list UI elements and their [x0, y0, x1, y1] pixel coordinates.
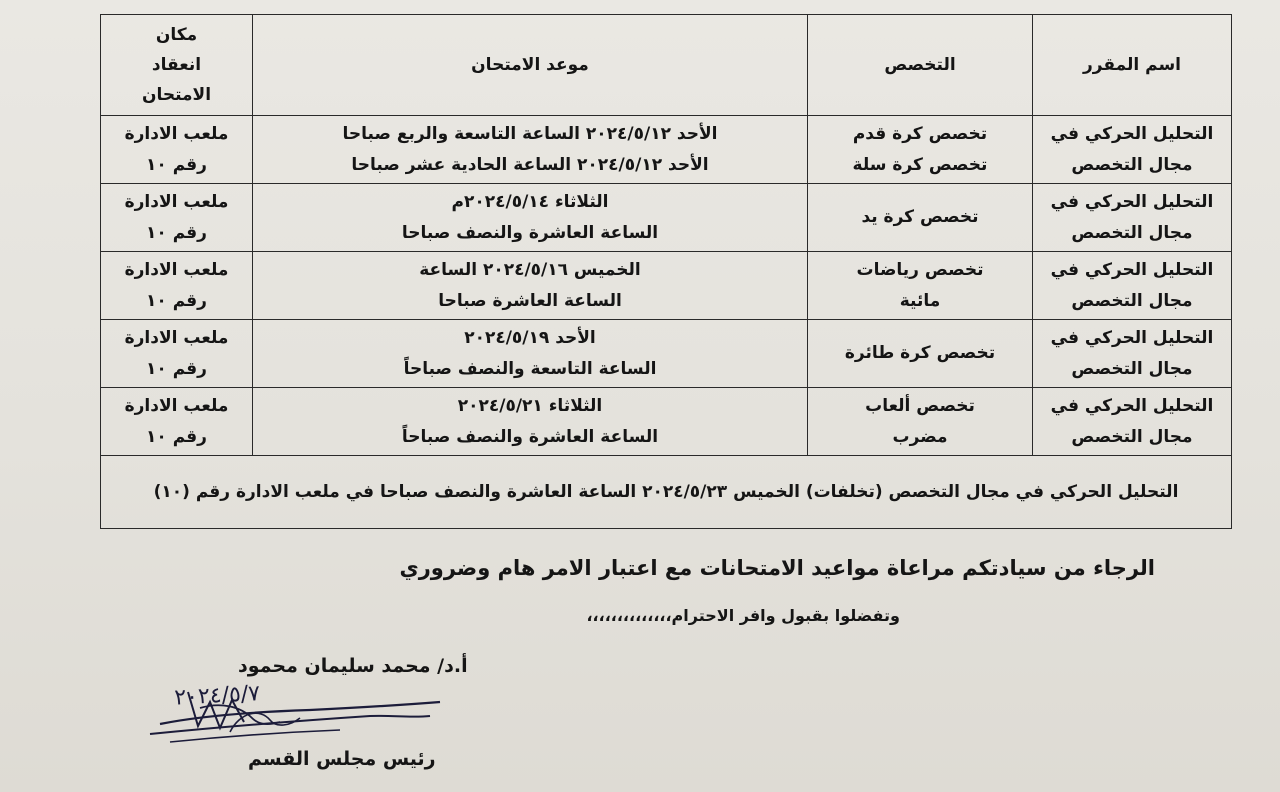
exam-date-cell — [253, 116, 808, 184]
course-line: مجال التخصص — [1071, 154, 1193, 175]
spec-line: مضرب — [892, 426, 948, 447]
exam-place-cell — [101, 388, 253, 456]
course-line: مجال التخصص — [1071, 222, 1193, 243]
course-cell — [1033, 116, 1232, 184]
table-row — [101, 388, 1232, 456]
spec-line: مائية — [899, 290, 941, 311]
course-cell — [1033, 320, 1232, 388]
handwritten-signature — [140, 672, 460, 752]
specialization-cell — [808, 184, 1033, 252]
course-cell — [1033, 388, 1232, 456]
table-row — [101, 184, 1232, 252]
date-line: الثلاثاء ٢٠٢٤/٥/١٤م — [451, 191, 609, 212]
place-line: ملعب الادارة — [124, 123, 229, 144]
course-line: التحليل الحركي في — [1050, 395, 1214, 416]
course-line: مجال التخصص — [1071, 358, 1193, 379]
header-course: اسم المقرر — [1033, 15, 1232, 116]
course-cell — [1033, 184, 1232, 252]
exam-place-cell — [101, 184, 253, 252]
signer-name: أ.د/ محمد سليمان محمود — [238, 655, 468, 677]
place-line: رقم ١٠ — [146, 154, 207, 175]
place-line: ملعب الادارة — [124, 191, 229, 212]
spec-line: تخصص كرة طائرة — [844, 343, 996, 363]
table-row — [101, 116, 1232, 184]
place-line: ملعب الادارة — [124, 327, 229, 348]
spec-line: تخصص كرة يد — [861, 207, 979, 227]
course-line: التحليل الحركي في — [1050, 191, 1214, 212]
date-line: الساعة التاسعة والنصف صباحاً — [403, 358, 657, 379]
date-line: الأحد ٢٠٢٤/٥/١٢ الساعة التاسعة والربع صباحا — [342, 123, 718, 144]
place-line: رقم ١٠ — [146, 358, 207, 379]
exam-date-cell — [253, 320, 808, 388]
exam-place-cell — [101, 116, 253, 184]
date-line: الأحد ٢٠٢٤/٥/١٩ — [464, 327, 596, 348]
header-place-line: الامتحان — [141, 85, 212, 105]
exam-schedule-table — [100, 14, 1232, 529]
notice-text: الرجاء من سيادتكم مراعاة مواعيد الامتحانات مع اعتبار الامر هام وضروري — [399, 556, 1155, 580]
place-line: ملعب الادارة — [124, 395, 229, 416]
exam-date-cell — [253, 184, 808, 252]
place-line: رقم ١٠ — [146, 222, 207, 243]
date-line: الساعة العاشرة والنصف صباحاً — [401, 426, 659, 447]
specialization-cell — [808, 320, 1033, 388]
exam-place-cell — [101, 320, 253, 388]
course-line: مجال التخصص — [1071, 426, 1193, 447]
table-header-row — [101, 15, 1232, 116]
exam-place-cell — [101, 252, 253, 320]
place-line: رقم ١٠ — [146, 426, 207, 447]
header-exam-date: موعد الامتحان — [253, 15, 808, 116]
makeup-note: التحليل الحركي في مجال التخصص (تخلفات) الخميس ٢٠٢٤/٥/٢٣ الساعة العاشرة والنصف صباحا في ملعب الادارة رقم (١٠) — [101, 456, 1232, 529]
date-line: الساعة العاشرة والنصف صباحا — [401, 222, 659, 243]
date-line: الأحد ٢٠٢٤/٥/١٢ الساعة الحادية عشر صباحا — [351, 154, 709, 175]
specialization-cell — [808, 252, 1033, 320]
date-line: الساعة العاشرة صباحا — [438, 290, 622, 311]
spec-line: تخصص رياضات — [856, 259, 984, 280]
makeup-row — [101, 456, 1232, 529]
exam-date-cell — [253, 252, 808, 320]
header-place-line: انعقاد — [151, 55, 202, 75]
course-cell — [1033, 252, 1232, 320]
exam-date-cell — [253, 388, 808, 456]
course-line: التحليل الحركي في — [1050, 327, 1214, 348]
spec-line: تخصص كرة سلة — [852, 154, 988, 175]
spec-line: تخصص كرة قدم — [852, 123, 988, 144]
signer-title: رئيس مجلس القسم — [248, 748, 436, 770]
specialization-cell — [808, 388, 1033, 456]
header-specialization: التخصص — [808, 15, 1033, 116]
place-line: ملعب الادارة — [124, 259, 229, 280]
table-row — [101, 252, 1232, 320]
header-exam-place — [101, 15, 253, 116]
handwritten-date: ٢٠٢٤/٥/٧ — [173, 681, 261, 711]
table-row — [101, 320, 1232, 388]
course-line: مجال التخصص — [1071, 290, 1193, 311]
course-line: التحليل الحركي في — [1050, 259, 1214, 280]
header-place-line: مكان — [155, 25, 198, 45]
course-line: التحليل الحركي في — [1050, 123, 1214, 144]
place-line: رقم ١٠ — [146, 290, 207, 311]
date-line: الخميس ٢٠٢٤/٥/١٦ الساعة — [419, 259, 641, 280]
closing-text: وتفضلوا بقبول وافر الاحترام،،،،،،،،،،،،،، — [586, 606, 900, 625]
date-line: الثلاثاء ٢٠٢٤/٥/٢١ — [457, 395, 603, 416]
specialization-cell — [808, 116, 1033, 184]
spec-line: تخصص ألعاب — [865, 395, 975, 416]
